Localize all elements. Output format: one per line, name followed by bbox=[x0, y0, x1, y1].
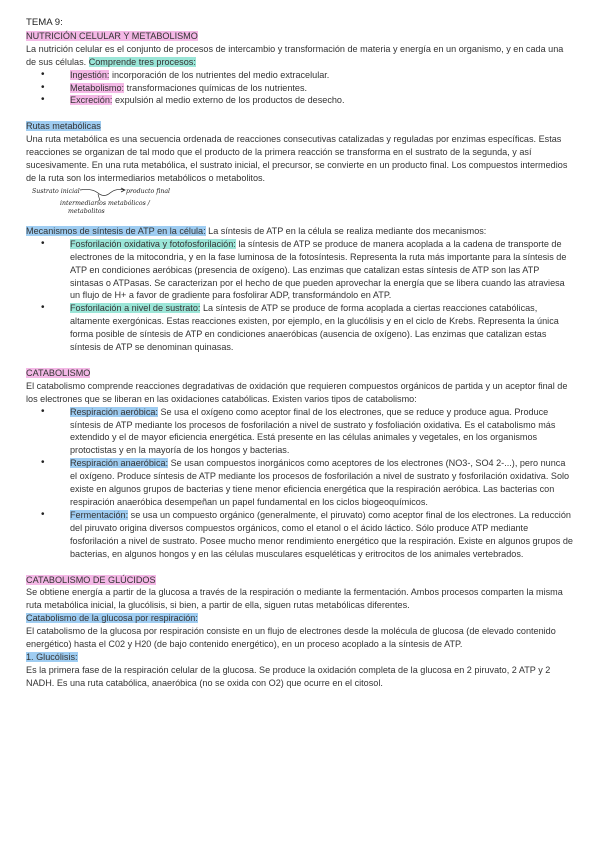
comprende-highlight: Comprende tres procesos: bbox=[88, 56, 196, 67]
item-label: Fermentación: bbox=[70, 509, 129, 520]
paragraph-atp bbox=[26, 225, 574, 238]
document bbox=[26, 17, 574, 690]
item-label: Metabolismo: bbox=[70, 82, 125, 93]
processes-list bbox=[26, 69, 574, 108]
list-item bbox=[26, 509, 574, 561]
handwritten-sketch bbox=[26, 185, 226, 225]
list-item bbox=[26, 82, 574, 95]
item-text: Se usan compuestos inorgánicos como aceptores de los electrones (NO3-, SO4 2-...), pero nunca el oxígeno. Produce síntesis de ATP mediante los procesos de fosforilación a nivel de sustrato y fosforilación oxidativa. Solo existe en algunos grupos de bacterias y tiene menor eficiencia energética que la respiración aeróbica. Las bacterias con respiración anaeróbica desempeñan un papel fundamental en los ciclos biogeoquímicos. bbox=[70, 458, 570, 507]
item-text: Se usa el oxígeno como aceptor final de los electrones, que se reduce y produce agua. Produce síntesis de ATP mediante los procesos de fosforilación a nivel de sustrato y fosfoliación oxidativa. Es el catabolismo más extendido y el de mayor eficiencia energética. Está presente en las células animales y vegetales, en los organismos protoctistas y en la mayoría de los hongos y bacterias. bbox=[70, 406, 556, 456]
topic-number: TEMA 9: bbox=[26, 17, 63, 28]
list-item bbox=[26, 457, 574, 509]
list-item bbox=[26, 406, 574, 458]
sketch-label-producto: producto final bbox=[126, 187, 171, 195]
sketch-label-intermediarios: intermediarios metabólicos / bbox=[60, 199, 150, 207]
paragraph-glucidos: Se obtiene energía a partir de la glucosa a través de la respiración o mediante la fermentación. Ambos procesos comparten la misma ruta metabólica inicial, la glucólisis, si bien, a partir de ella, siguen rutas metabólicas diferentes. bbox=[26, 587, 563, 611]
item-text: transformaciones químicas de los nutrientes. bbox=[124, 82, 308, 93]
paragraph-glucolisis: Es la primera fase de la respiración celular de la glucosa. Se produce la oxidación completa de la glucosa en 2 piruvato, 2 ATP y 2 NADH. Es una ruta catabólica, anaeróbica (no se oxida con O2) que ocurre en el citosol. bbox=[26, 664, 551, 688]
nutricion-intro: La nutrición celular es el conjunto de procesos de intercambio y transformación de materia y energía en un organismo, y en cada una de sus células. bbox=[26, 43, 564, 67]
list-item bbox=[26, 69, 574, 82]
heading-rutas: Rutas metabólicas bbox=[26, 121, 101, 132]
paragraph-rutas: Una ruta metabólica es una secuencia ordenada de reacciones consecutivas catalizadas y reguladas por enzimas específicas. Estas reacciones se organizan de tal modo que el producto de la primera reacción se transforma en el sustrato de la segunda, y así sucesivamente. En una ruta metabólica, el sustrato inicial, el precursor, se convierte en un producto final. Los compuestos intermedios de la ruta son los intermediarios metabólicos o metabolitos. bbox=[26, 134, 568, 183]
sketch-label-metabolitos: metabolitos bbox=[68, 207, 105, 215]
heading-catabolismo: CATABOLISMO bbox=[26, 367, 91, 378]
sketch-label-sustrato: Sustrato inicial bbox=[32, 187, 80, 195]
heading-nutricion: NUTRICIÓN CELULAR Y METABOLISMO bbox=[26, 30, 198, 41]
item-text: la síntesis de ATP se produce de manera acoplada a la cadena de transporte de electrones de la mitocondria, y en la fase luminosa de la fotosíntesis. Representa la ruta más importante para la síntesis de ATP en condiciones aeróbicas (presencia de oxígeno). Las enzimas que catalizan estas síntesis de ATP son las ATP sintasas o ATPasas. Se caracterizan por el hecho de que pueden aprovechar la energía que se libera cuando las atraviesa un flujo de H+ a favor de gradiente para fosfolirar ADP, transformándolo en ATP. bbox=[70, 238, 567, 301]
item-text: incorporación de los nutrientes del medio extracelular. bbox=[109, 69, 330, 80]
item-label: Respiración anaeróbica: bbox=[70, 458, 169, 469]
item-text: se usa un compuesto orgánico (generalmente, el piruvato) como aceptor final de los electrones. La reducción del piruvato origina diversos compuestos orgánicos, como el etanol o el ácido láctico. Sólo produce ATP mediante fosforilación a nivel de sustrato. Posee mucho menor rendimiento energético que la respiración. Existe en algunos grupos de bacterias, en algunos hongos y en las células musculares esqueléticas y eritrocitos de los animales vertebrados. bbox=[70, 509, 573, 559]
heading-atp: Mecanismos de síntesis de ATP en la célula: bbox=[26, 225, 206, 236]
list-item bbox=[26, 238, 574, 303]
section-nutricion bbox=[26, 30, 574, 43]
paragraph-nutricion bbox=[26, 43, 574, 69]
item-text: expulsión al medio externo de los productos de desecho. bbox=[112, 95, 345, 106]
list-item bbox=[26, 94, 574, 107]
heading-glucidos: CATABOLISMO DE GLÚCIDOS bbox=[26, 574, 156, 585]
paragraph-respiracion: El catabolismo de la glucosa por respiración consiste en un flujo de electrones desde la molécula de glucosa (de elevado contenido energético) hasta el C02 y H20 (de bajo contenido energético), en un proceso acoplado a la síntesis de ATP. bbox=[26, 626, 556, 650]
list-item bbox=[26, 302, 574, 354]
atp-list bbox=[26, 238, 574, 354]
item-label: Fosforilación oxidativa y fotofosforilación: bbox=[70, 238, 236, 249]
item-label: Respiración aeróbica: bbox=[70, 406, 158, 417]
item-label: Fosforilación a nivel de sustrato: bbox=[70, 303, 201, 314]
item-label: Ingestión: bbox=[70, 69, 110, 80]
heading-respiracion: Catabolismo de la glucosa por respiración: bbox=[26, 613, 198, 624]
paragraph-catabolismo: El catabolismo comprende reacciones degradativas de oxidación que requieren compuestos orgánicos de partida y un aceptor final de los electrones que se liberan en las oxidaciones catabólicas. Existen varios tipos de catabolismo: bbox=[26, 380, 568, 404]
catabolismo-list bbox=[26, 406, 574, 561]
item-text: La síntesis de ATP se produce de forma acoplada a ciertas reacciones catabólicas, altamente exergónicas. Estas reacciones existen, por ejemplo, en la glucólisis y en el ciclo de Krebs. Representa la única forma posible de síntesis de ATP en condiciones anaeróbicas (ausencia de oxígeno). Las enzimas que catalizan estas síntesis de ATP se denominan quinasas. bbox=[70, 303, 559, 353]
heading-glucolisis: 1. Glucólisis: bbox=[26, 651, 78, 662]
atp-intro: La síntesis de ATP en la célula se realiza mediante dos mecanismos: bbox=[205, 225, 487, 236]
item-label: Excreción: bbox=[70, 95, 113, 106]
